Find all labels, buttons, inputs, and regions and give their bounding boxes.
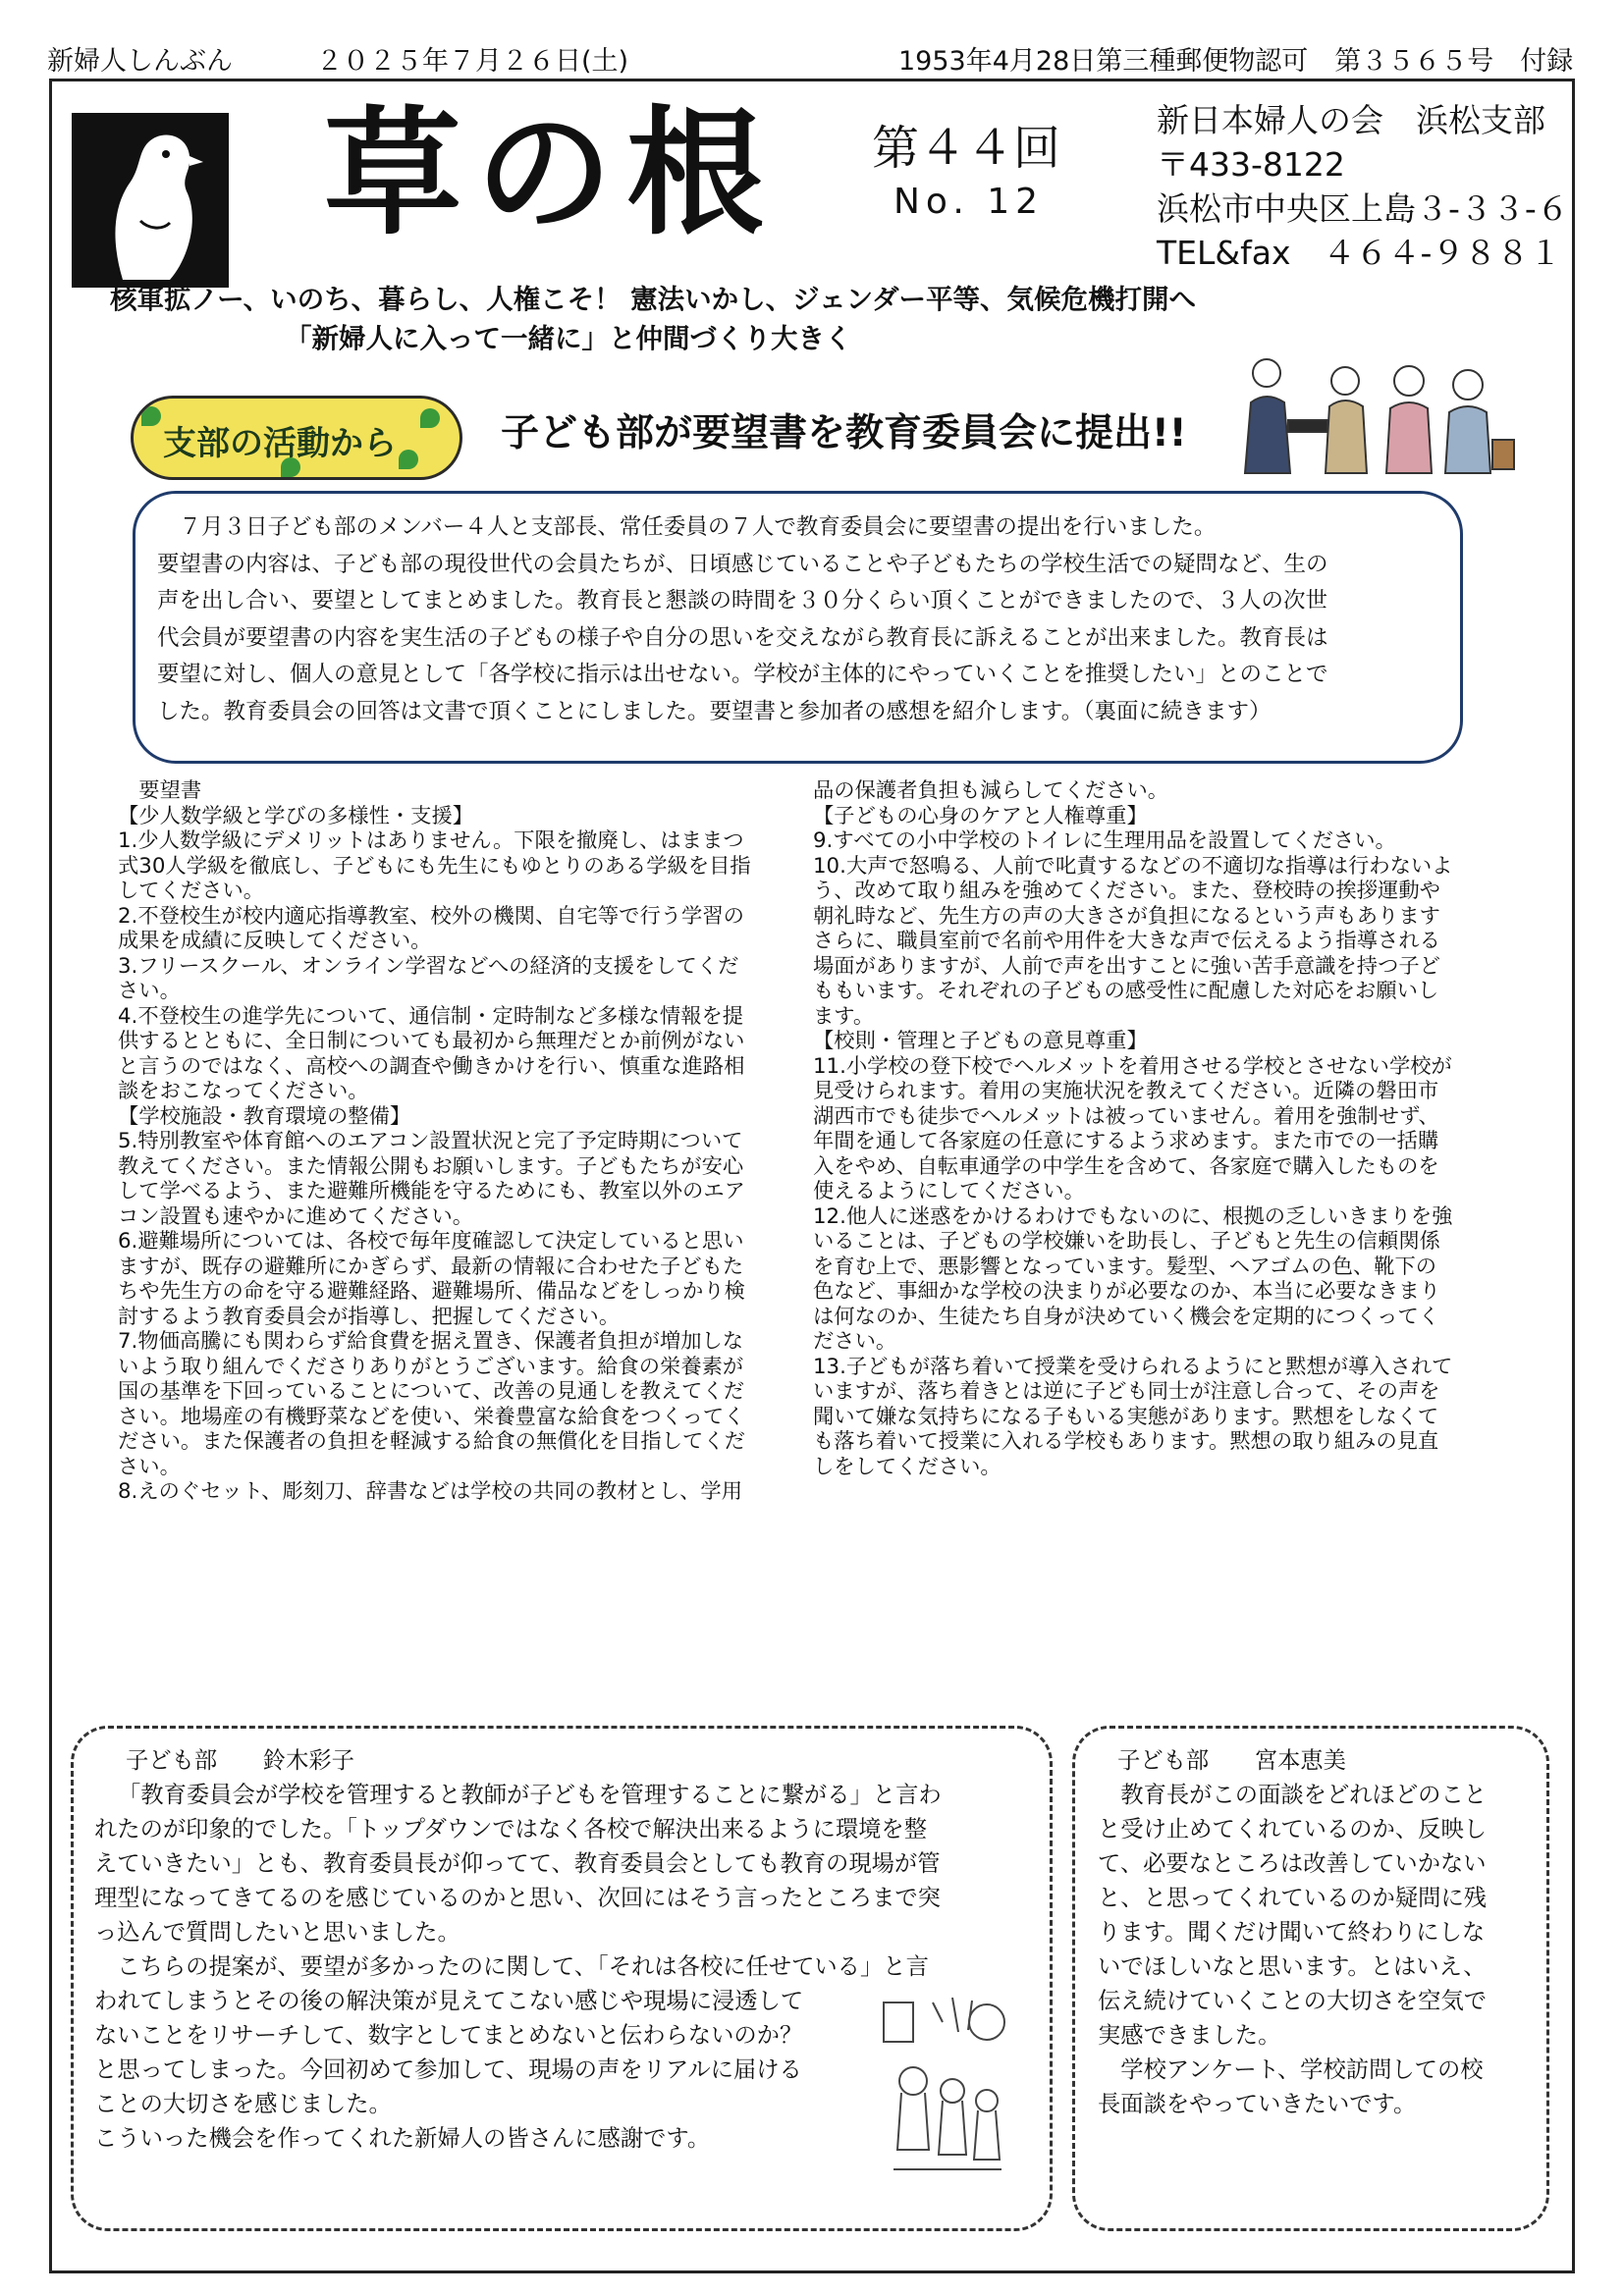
request-line: 使えるようにしてください。 (813, 1179, 1085, 1203)
request-line: 【少人数学級と学びの多様性・支援】 (118, 803, 474, 828)
masthead-title: 草の根 (324, 93, 779, 254)
request-line: 3.フリースクール、オンライン学習などへの経済的支援をしてくだ (118, 953, 739, 979)
comment-author: 子ども部 宮本恵美 (1117, 1747, 1346, 1774)
request-line: 9.すべての小中学校のトイレに生理用品を設置してください。 (813, 828, 1396, 853)
intro-line: 要望に対し、個人の意見として「各学校に指示は出せない。学校が主体的にやっていくことを推奨したい」とのことで (157, 662, 1328, 687)
request-line: 品の保護者負担も減らしてください。 (813, 778, 1169, 803)
request-line: 成果を成績に反映してください。 (118, 929, 432, 953)
request-column-left (118, 778, 785, 1505)
request-line: も落ち着いて授業に入れる学校もあります。黙想の取り組みの見直 (813, 1429, 1439, 1454)
comment-line: 伝え続けていくことの大切さを空気で (1098, 1988, 1488, 2014)
request-line: は何なのか、生徒たち自身が決めていく機会を定期的につくってく (813, 1304, 1440, 1329)
intro-line: 代会員が要望書の内容を実生活の子どもの様子や自分の思いを交えながら教育長に訴えることが出来ました。教育長は (157, 624, 1328, 651)
request-line: 5.特別教室や体育館へのエアコン設置状況と完了予定時期について (118, 1129, 743, 1153)
article-headline: 子ども部が要望書を教育委員会に提出!! (501, 411, 1187, 455)
request-line: 朝礼時など、先生方の声の大きさが負担になるという声もあります (813, 903, 1440, 929)
comment-line: われてしまうとその後の解決策が見えてこない感じや現場に浸透して (94, 1988, 804, 2014)
comment-line: 「教育委員会が学校を管理すると教師が子どもを管理することに繋がる」と言わ (118, 1782, 942, 1808)
comment-line: 教育長がこの面談をどれほどのこと (1098, 1782, 1488, 1808)
request-line: 6.避難場所については、各校で毎年度確認して決定していると思い (118, 1229, 744, 1254)
comment-line: 理型になってきてるのを感じているのかと思い、次回にはそう言ったところまで突 (94, 1885, 941, 1911)
request-line: 湖西市でも徒歩でヘルメットは被っていません。着用を強制せず、 (813, 1103, 1439, 1129)
comment-line: いでほしいなと思います。とはいえ、 (1098, 1953, 1487, 1980)
request-line: 【学校施設・教育環境の整備】 (118, 1103, 411, 1129)
street-address: 浜松市中央区上島３-３３-６ (1157, 189, 1569, 228)
clover-icon (399, 450, 418, 469)
series-number: No. 12 (893, 182, 1045, 222)
comment-line: れたのが印象的でした。「トップダウンではなく各校で解決出来るように環境を整 (94, 1816, 928, 1842)
request-line: ださい。 (813, 1329, 897, 1354)
comment-line: と受け止めてくれているのか、反映し (1098, 1816, 1488, 1842)
request-line: いることは、子どもの学校嫌いを助長し、子どもと先生の信頼関係 (813, 1229, 1440, 1254)
request-line: 【校則・管理と子どもの意見尊重】 (813, 1029, 1148, 1053)
slogan-line-2: 「新婦人に入って一緒に」と仲間づくり大きく (285, 323, 852, 354)
comment-line: えていきたい」とも、教育委員長が仰ってて、教育委員会としても教育の現場が管 (94, 1850, 941, 1877)
comment-author: 子ども部 鈴木彩子 (126, 1747, 354, 1774)
request-line: 1.少人数学級にデメリットはありません。下限を撤廃し、はままつ (118, 828, 744, 853)
request-line: ださい。また保護者の負担を軽減する給食の無償化を目指してくだ (118, 1429, 745, 1454)
request-line: してください。 (118, 879, 265, 903)
request-column-right (813, 778, 1500, 1479)
clover-icon (420, 408, 440, 428)
comment-line: ないことをリサーチして、数字としてまとめないと伝わらないのか？ (94, 2022, 803, 2049)
request-line: さい。 (118, 1454, 181, 1479)
request-line: さらに、職員室前で名前や用件を大きな声で伝えるよう指導される (813, 929, 1440, 953)
comment-miyamoto (1098, 1743, 1530, 2121)
intro-line: ７月３日子ども部のメンバー４人と支部長、常任委員の７人で教育委員会に要望書の提出を行いました。 (157, 514, 1217, 540)
comment-line: と、と思ってくれているのか疑問に残 (1098, 1885, 1488, 1911)
request-line: 2.不登校生が校内適応指導教室、校外の機関、自宅等で行う学習の (118, 903, 744, 929)
request-line: 11.小学校の登下校でヘルメットを着用させる学校とさせない学校が (813, 1053, 1452, 1079)
request-title: 要望書 (138, 778, 202, 803)
request-line: 談をおこなってください。 (118, 1079, 369, 1103)
request-line: して学べるよう、また避難所機能を守るためにも、教室以外のエア (118, 1179, 745, 1203)
comment-line: 長面談をやっていきたいです。 (1098, 2091, 1417, 2117)
issue-number: 第４４回 (872, 121, 1061, 176)
request-line: 13.子どもが落ち着いて授業を受けられるようにと黙想が導入されて (813, 1354, 1453, 1379)
request-line: いよう取り組んでくださりありがとうございます。給食の栄養素が (118, 1354, 744, 1379)
request-line: と言うのではなく、高校への調査や働きかけを行い、慎重な進路相 (118, 1053, 745, 1079)
intro-line: した。教育委員会の回答は文書で頂くことにしました。要望書と参加者の感想を紹介します。（裏面に続きます） (157, 698, 1272, 724)
comment-line: て、必要なところは改善していかない (1098, 1850, 1487, 1877)
request-line: 8.えのぐセット、彫刻刀、辞書などは学校の共同の教材とし、学用 (118, 1479, 743, 1504)
request-line: いますが、落ち着きとは逆に子ども同士が注意し合って、その声を (813, 1379, 1440, 1404)
comment-line: ります。聞くだけ聞いて終わりにしな (1098, 1919, 1486, 1946)
request-line: 年間を通して各家庭の任意にするよう求めます。また市での一括購 (813, 1129, 1439, 1153)
issue-date: ２０２５年７月２６日(土) (316, 46, 629, 77)
request-line: 色など、事細かな学校の決まりが必要なのか、本当に必要なきまり (813, 1279, 1440, 1304)
comment-line: 実感できました。 (1098, 2022, 1281, 2049)
request-line: ます。 (813, 1003, 875, 1029)
request-line: さい。 (118, 979, 181, 1003)
comment-line: ことの大切さを感じました。 (94, 2091, 392, 2117)
request-line: 4.不登校生の進学先について、通信制・定時制など多様な情報を提 (118, 1003, 744, 1029)
comment-line: っ込んで質問したいと思いました。 (94, 1919, 460, 1946)
paper-name: 新婦人しんぶん (47, 46, 233, 77)
request-line: ちや先生方の命を守る避難経路、避難場所、備品などをしっかり検 (118, 1279, 745, 1304)
section-badge (131, 396, 462, 480)
request-line: コン設置も速やかに進めてください。 (118, 1203, 474, 1229)
request-line: 入をやめ、自転車通学の中学生を含めて、各家庭で購入したものを (813, 1153, 1439, 1179)
request-line: 10.大声で怒鳴る、人前で叱責するなどの不適切な指導は行わないよ (813, 853, 1453, 879)
request-line: 12.他人に迷惑をかけるわけでもないのに、根拠の乏しいきまりを強 (813, 1203, 1453, 1229)
request-line: しをしてください。 (813, 1454, 1001, 1479)
postal-code: 〒433-8122 (1157, 145, 1345, 184)
request-line: 【子どもの心身のケアと人権尊重】 (813, 803, 1148, 828)
intro-line: 声を出し合い、要望としてまとめました。教育長と懇談の時間を３０分くらい頂くことができましたので、３人の次世 (157, 588, 1328, 614)
intro-box (133, 491, 1463, 764)
intro-line: 要望書の内容は、子ども部の現役世代の会員たちが、日頃感じていることや子どもたちの学校生活での疑問など、生の (157, 551, 1328, 577)
request-line: 7.物価高騰にも関わらず給食費を据え置き、保護者負担が増加しな (118, 1329, 744, 1354)
request-line: 供するとともに、全日制についても最初から無理だとか前例がない (118, 1029, 745, 1053)
badge-label: 支部の活動から (163, 424, 397, 463)
publisher-block (1157, 98, 1569, 275)
request-line: 式30人学級を徹底し、子どもにも先生にもゆとりのある学級を目指 (118, 853, 751, 879)
request-line: ますが、既存の避難所にかぎらず、最新の情報に合わせた子どもた (118, 1254, 744, 1279)
comment-line: 学校アンケート、学校訪問しての校 (1098, 2056, 1484, 2083)
children-illustration (874, 1983, 1021, 2189)
comment-line: こういった機会を作ってくれた新婦人の皆さんに感謝です。 (94, 2125, 711, 2152)
request-line: 教えてください。また情報公開もお願いします。子どもたちが安心 (118, 1153, 744, 1179)
org-name: 新日本婦人の会 浜松支部 (1157, 101, 1545, 139)
request-line: う、改めて取り組みを強めてください。また、登校時の挨拶運動や (813, 879, 1440, 903)
comment-line: こちらの提案が、要望が多かったのに関して、「それは各校に任せている」と言 (94, 1953, 929, 1980)
logo-bird-icon (72, 113, 229, 288)
comment-line: と思ってしまった。今回初めて参加して、現場の声をリアルに届ける (94, 2056, 802, 2083)
request-line: 見受けられます。着用の実施状況を教えてください。近隣の磐田市 (813, 1079, 1439, 1103)
phone-fax: TEL&fax ４６４-９８８１ (1157, 234, 1562, 272)
request-line: を育む上で、悪影響となっています。髪型、ヘアゴムの色、靴下の (813, 1254, 1437, 1279)
request-line: 聞いて嫌な気持ちになる子もいる実態があります。黙想をしなくて (813, 1404, 1439, 1429)
postal-permit: 1953年4月28日第三種郵便物認可 第３５６５号 付録 (898, 46, 1574, 77)
slogan-line-1: 核軍拡ノー、いのち、暮らし、人権こそ！ 憲法いかし、ジェンダー平等、気候危機打開へ (110, 284, 1196, 315)
presentation-illustration (1227, 351, 1522, 474)
request-line: 国の基準を下回っていることについて、改善の見通しを教えてくだ (118, 1379, 745, 1404)
request-line: ももいます。それぞれの子どもの感受性に配慮した対応をお願いし (813, 979, 1439, 1003)
request-line: 場面がありますが、人前で声を出すことに強い苦手意識を持つ子ど (813, 953, 1440, 979)
clover-icon (141, 406, 161, 426)
request-line: 討するよう教育委員会が指導し、把握してください。 (118, 1304, 621, 1329)
request-line: さい。地場産の有機野菜などを使い、栄養豊富な給食をつくってく (118, 1404, 745, 1429)
